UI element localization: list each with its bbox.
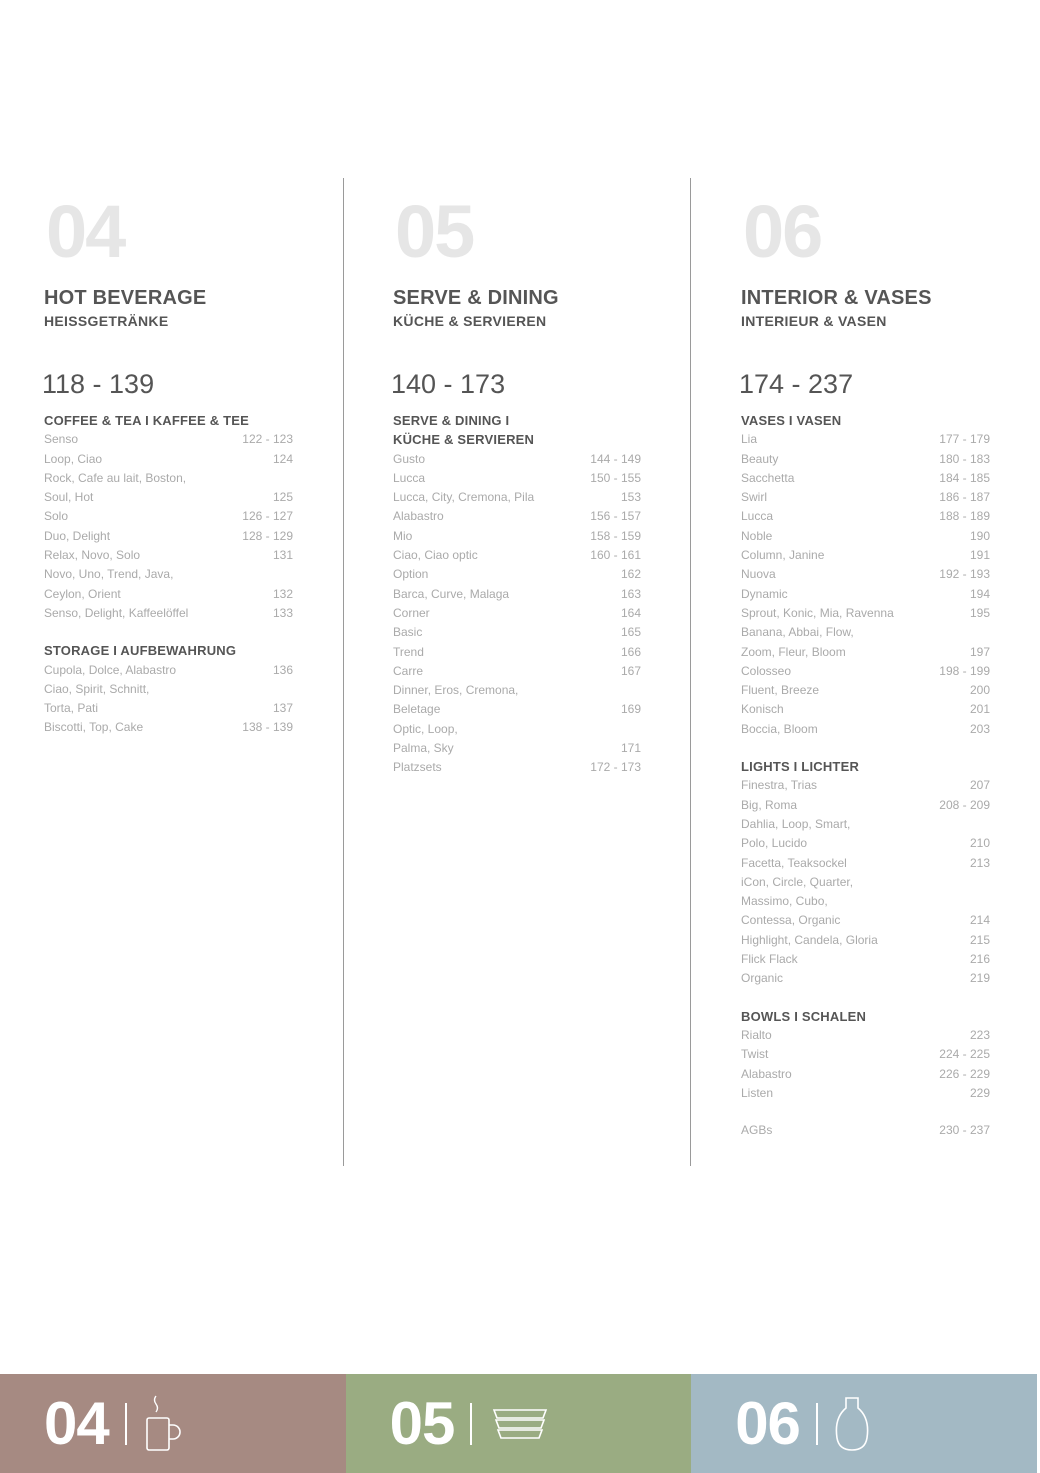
tab-serve-dining[interactable] — [346, 1374, 692, 1473]
group-title: BOWLS I SCHALEN — [741, 1008, 867, 1024]
product-names: Lucca — [741, 509, 774, 524]
group-title: LIGHTS I LICHTER — [741, 759, 860, 775]
product-names: Sprout, Konic, Mia, Ravenna — [741, 605, 894, 620]
product-names: Platzsets — [393, 760, 442, 775]
product-names: Alabastro — [741, 1066, 792, 1081]
section-subtitle: HEISSGETRÄNKE — [44, 313, 169, 329]
product-names: Big, Roma — [741, 797, 798, 812]
page-numbers: 190 — [969, 528, 990, 543]
page-numbers: 215 — [969, 932, 990, 947]
page-numbers: 210 — [969, 836, 990, 851]
product-names: Carre — [393, 663, 424, 678]
index-row — [741, 1121, 990, 1140]
group-title: SERVE & DINING I — [393, 413, 510, 428]
page-numbers: 166 — [620, 644, 641, 659]
index-row — [741, 623, 990, 642]
page-numbers: 163 — [620, 586, 641, 601]
index-row — [741, 796, 990, 815]
cup-icon — [143, 1392, 183, 1456]
index-row — [741, 585, 990, 604]
product-names: Flick Flack — [741, 952, 798, 967]
section-subtitle: KÜCHE & SERVIEREN — [393, 313, 547, 329]
product-names: Massimo, Cubo, — [741, 894, 828, 909]
section-number: 05 — [395, 190, 474, 273]
index-row — [44, 604, 293, 623]
index-row — [393, 681, 641, 700]
product-names: Biscotti, Top, Cake — [44, 720, 144, 735]
index-row — [393, 527, 641, 546]
product-names: Nuova — [741, 567, 776, 582]
page-numbers: 198 - 199 — [939, 663, 990, 678]
product-names: Dynamic — [741, 586, 788, 601]
index-group — [741, 1121, 990, 1140]
index-row — [741, 662, 990, 681]
page-numbers: 229 — [969, 1085, 990, 1100]
index-row — [393, 700, 641, 719]
index-row — [44, 488, 293, 507]
page-numbers: 191 — [969, 548, 990, 563]
group-list — [44, 411, 293, 738]
index-row — [393, 758, 641, 777]
page-numbers: 162 — [620, 567, 641, 582]
product-names: Contessa, Organic — [741, 913, 841, 928]
index-row — [44, 585, 293, 604]
page-numbers: 158 - 159 — [590, 528, 641, 543]
section-interior-vases — [739, 190, 990, 1140]
product-names: Basic — [393, 625, 423, 640]
index-row — [44, 565, 293, 584]
product-names: Boccia, Bloom — [741, 721, 818, 736]
column-divider — [690, 178, 691, 1166]
product-names: Rock, Cafe au lait, Boston, — [44, 470, 187, 485]
section-title: HOT BEVERAGE — [44, 287, 207, 309]
product-names: Alabastro — [393, 509, 444, 524]
index-row — [741, 776, 990, 795]
index-row — [44, 507, 293, 526]
product-names: Dahlia, Loop, Smart, — [741, 816, 851, 831]
index-row — [393, 739, 641, 758]
index-row — [393, 720, 641, 739]
page-numbers: 153 — [620, 490, 641, 505]
page-numbers: 200 — [969, 683, 990, 698]
tab-separator — [470, 1403, 472, 1445]
page-numbers: 208 - 209 — [939, 797, 990, 812]
index-group — [741, 411, 990, 739]
page-numbers: 126 - 127 — [242, 509, 293, 524]
page-numbers: 136 — [272, 662, 293, 677]
product-names: Swirl — [741, 490, 767, 505]
index-row — [393, 469, 641, 488]
index-row — [44, 661, 293, 680]
index-row — [741, 854, 990, 873]
page-numbers: 160 - 161 — [590, 548, 641, 563]
tab-interior-vases[interactable] — [691, 1374, 1037, 1473]
product-names: Highlight, Candela, Gloria — [741, 932, 878, 947]
index-row — [741, 815, 990, 834]
index-row — [741, 604, 990, 623]
page-numbers: 203 — [969, 721, 990, 736]
section-hot-beverage — [42, 190, 293, 738]
product-names: Organic — [741, 971, 784, 986]
index-row — [393, 662, 641, 681]
group-list — [393, 411, 641, 778]
product-names: iCon, Circle, Quarter, — [741, 874, 854, 889]
index-row — [393, 565, 641, 584]
index-row — [741, 720, 990, 739]
product-names: Option — [393, 567, 429, 582]
tab-separator — [125, 1403, 127, 1445]
group-list — [741, 411, 990, 1140]
product-names: Optic, Loop, — [393, 721, 458, 736]
index-group — [741, 757, 990, 989]
page-numbers: 195 — [969, 605, 990, 620]
column-divider — [343, 178, 344, 1166]
product-names: Noble — [741, 528, 773, 543]
index-row — [741, 1026, 990, 1045]
group-title: VASES I VASEN — [741, 413, 842, 428]
page-numbers: 180 - 183 — [939, 451, 990, 466]
index-row — [741, 873, 990, 892]
product-names: Beauty — [741, 451, 779, 466]
index-row — [44, 680, 293, 699]
index-row — [393, 450, 641, 469]
index-row — [44, 546, 293, 565]
page-numbers: 171 — [620, 741, 641, 756]
index-row — [393, 546, 641, 565]
product-names: Mio — [393, 528, 413, 543]
index-group — [741, 1007, 990, 1103]
index-row — [741, 430, 990, 449]
tab-hot-beverage[interactable] — [0, 1374, 346, 1473]
product-names: Senso, Delight, Kaffeelöffel — [44, 605, 189, 620]
page-numbers: 194 — [969, 586, 990, 601]
index-row — [741, 469, 990, 488]
page-numbers: 156 - 157 — [590, 509, 641, 524]
page-range: 118 - 139 — [42, 369, 155, 399]
page-numbers: 226 - 229 — [939, 1066, 990, 1081]
index-row — [44, 699, 293, 718]
page-range: 174 - 237 — [739, 369, 854, 399]
page-numbers: 132 — [272, 586, 293, 601]
tab-separator — [816, 1403, 818, 1445]
product-names: Solo — [44, 509, 69, 524]
page-numbers: 169 — [620, 702, 641, 717]
product-names: Finestra, Trias — [741, 778, 818, 793]
index-row — [393, 643, 641, 662]
product-names: Sacchetta — [741, 470, 795, 485]
product-names: Beletage — [393, 702, 441, 717]
index-row — [44, 450, 293, 469]
product-names: Barca, Curve, Malaga — [393, 586, 510, 601]
product-names: Palma, Sky — [393, 741, 454, 756]
product-names: Ciao, Spirit, Schnitt, — [44, 681, 150, 696]
product-names: Ceylon, Orient — [44, 586, 121, 601]
product-names: Banana, Abbai, Flow, — [741, 625, 854, 640]
product-names: Listen — [741, 1085, 774, 1100]
page-numbers: 177 - 179 — [939, 432, 990, 447]
product-names: Cupola, Dolce, Alabastro — [44, 662, 177, 677]
index-row — [741, 1045, 990, 1064]
index-row — [741, 931, 990, 950]
vase-icon — [834, 1392, 870, 1456]
page-numbers: 186 - 187 — [939, 490, 990, 505]
page-numbers: 216 — [969, 952, 990, 967]
page-numbers: 122 - 123 — [242, 432, 293, 447]
index-row — [741, 507, 990, 526]
section-tabs-bar — [0, 1374, 1037, 1473]
index-row — [393, 507, 641, 526]
page-numbers: 201 — [969, 702, 990, 717]
page-numbers: 125 — [272, 490, 293, 505]
page-range: 140 - 173 — [391, 369, 506, 399]
index-row — [741, 834, 990, 853]
page-numbers: 184 - 185 — [939, 470, 990, 485]
index-row — [741, 969, 990, 988]
product-names: Lucca — [393, 470, 426, 485]
page-numbers: 137 — [272, 701, 293, 716]
product-names: Trend — [393, 644, 424, 659]
product-names: Konisch — [741, 702, 784, 717]
page-numbers: 124 — [272, 451, 293, 466]
index-row — [393, 623, 641, 642]
page-numbers: 219 — [969, 971, 990, 986]
page-numbers: 133 — [272, 605, 293, 620]
tab-number: 06 — [735, 1390, 800, 1457]
product-names: Loop, Ciao — [44, 451, 103, 466]
page-numbers: 172 - 173 — [590, 760, 641, 775]
product-names: Lia — [741, 432, 758, 447]
index-row — [741, 450, 990, 469]
index-group — [44, 641, 293, 737]
page-numbers: 131 — [272, 548, 293, 563]
index-row — [741, 681, 990, 700]
product-names: Corner — [393, 605, 430, 620]
page-numbers: 128 - 129 — [242, 528, 293, 543]
section-number: 04 — [46, 190, 125, 273]
index-row — [393, 585, 641, 604]
page-numbers: 214 — [969, 913, 990, 928]
page-numbers: 165 — [620, 625, 641, 640]
product-names: Colosseo — [741, 663, 792, 678]
product-names: Fluent, Breeze — [741, 683, 820, 698]
page-numbers: 167 — [620, 663, 641, 678]
product-names: Column, Janine — [741, 548, 825, 563]
page-numbers: 150 - 155 — [590, 470, 641, 485]
section-subtitle: INTERIEUR & VASEN — [741, 313, 887, 329]
product-names: Torta, Pati — [44, 701, 99, 716]
index-group — [44, 411, 293, 623]
page-numbers: 192 - 193 — [939, 567, 990, 582]
index-row — [741, 1084, 990, 1103]
group-title: COFFEE & TEA I KAFFEE & TEE — [44, 413, 249, 428]
product-names: Twist — [741, 1047, 769, 1062]
product-names: Ciao, Ciao optic — [393, 548, 478, 563]
page-numbers: 164 — [620, 605, 641, 620]
product-names: Senso — [44, 432, 79, 447]
product-names: Facetta, Teaksockel — [741, 855, 847, 870]
index-row — [44, 718, 293, 737]
page-numbers: 224 - 225 — [939, 1047, 990, 1062]
index-row — [741, 950, 990, 969]
index-row — [741, 911, 990, 930]
product-names: Soul, Hot — [44, 490, 94, 505]
section-serve-dining — [391, 190, 641, 778]
index-row — [741, 488, 990, 507]
product-names: Lucca, City, Cremona, Pila — [393, 490, 535, 505]
index-row — [741, 1065, 990, 1084]
product-names: Dinner, Eros, Cremona, — [393, 683, 519, 698]
index-row — [741, 643, 990, 662]
page-numbers: 188 - 189 — [939, 509, 990, 524]
index-row — [393, 604, 641, 623]
product-names: Zoom, Fleur, Bloom — [741, 644, 846, 659]
product-names: Relax, Novo, Solo — [44, 548, 141, 563]
index-row — [741, 892, 990, 911]
section-title: SERVE & DINING — [393, 287, 559, 309]
group-title: KÜCHE & SERVIEREN — [393, 432, 535, 448]
page-numbers: 213 — [969, 855, 990, 870]
index-row — [44, 430, 293, 449]
dish-stack-icon — [488, 1400, 552, 1448]
tab-number: 05 — [389, 1390, 455, 1457]
product-names: Polo, Lucido — [741, 836, 808, 851]
index-group — [393, 411, 641, 778]
index-row — [393, 488, 641, 507]
page-numbers: 138 - 139 — [242, 720, 293, 735]
page-numbers: 230 - 237 — [939, 1123, 990, 1138]
index-row — [44, 527, 293, 546]
product-names: Rialto — [741, 1027, 772, 1042]
index-row — [741, 527, 990, 546]
index-row — [741, 546, 990, 565]
index-row — [741, 565, 990, 584]
group-title: STORAGE I AUFBEWAHRUNG — [44, 643, 237, 659]
tab-number: 04 — [44, 1390, 109, 1457]
product-names: AGBs — [741, 1123, 773, 1138]
page-numbers: 144 - 149 — [590, 451, 641, 466]
page-numbers: 223 — [969, 1027, 990, 1042]
index-row — [44, 469, 293, 488]
page-numbers: 197 — [969, 644, 990, 659]
section-number: 06 — [743, 190, 822, 273]
index-row — [741, 700, 990, 719]
product-names: Novo, Uno, Trend, Java, — [44, 567, 174, 582]
section-title: INTERIOR & VASES — [741, 287, 932, 309]
product-names: Duo, Delight — [44, 528, 111, 543]
product-names: Gusto — [393, 451, 426, 466]
page-numbers: 207 — [969, 778, 990, 793]
